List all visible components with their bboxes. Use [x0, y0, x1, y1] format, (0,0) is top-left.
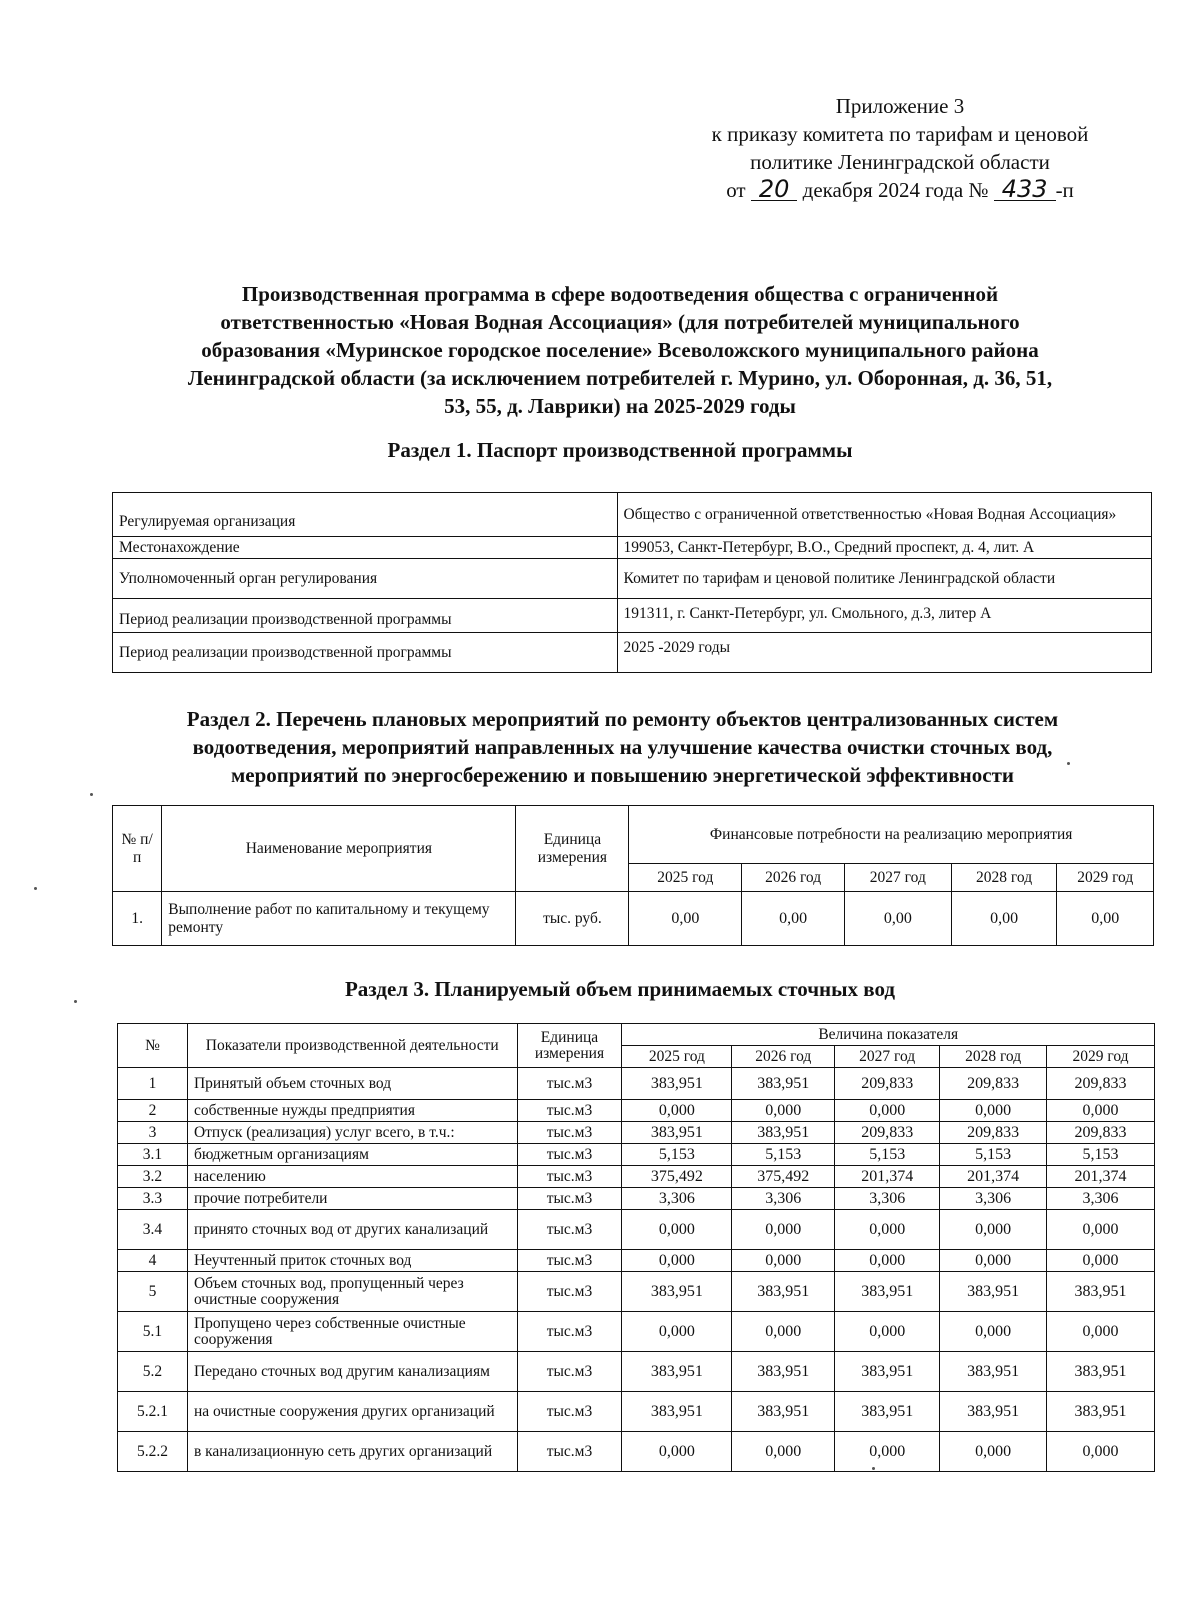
value-cell: 3,306 — [622, 1188, 732, 1210]
row-unit: тыс.м3 — [517, 1166, 622, 1188]
passport-value: 2025 -2029 годы — [617, 633, 1151, 673]
year-header: 2027 год — [835, 1046, 940, 1068]
table-row — [113, 559, 1152, 599]
year-header: 2026 год — [732, 1046, 835, 1068]
row-unit: тыс.м3 — [517, 1144, 622, 1166]
row-name: Выполнение работ по капитальному и текущему ремонту — [162, 892, 516, 946]
table-row — [118, 1432, 1155, 1472]
value-cell: 0,000 — [1047, 1250, 1155, 1272]
value-cell: 209,833 — [835, 1068, 940, 1100]
value-cell: 3,306 — [940, 1188, 1047, 1210]
value-cell: 383,951 — [732, 1068, 835, 1100]
table-header-row — [118, 1024, 1155, 1046]
table-row — [113, 537, 1152, 559]
table-row — [118, 1210, 1155, 1250]
col-header-value: Величина показателя — [622, 1024, 1155, 1046]
row-num: 1 — [118, 1068, 188, 1100]
value-cell: 5,153 — [732, 1144, 835, 1166]
value-cell: 209,833 — [940, 1068, 1047, 1100]
value-cell: 0,000 — [732, 1250, 835, 1272]
row-name: Пропущено через собственные очистные сооружения — [187, 1312, 517, 1352]
year-header: 2025 год — [622, 1046, 732, 1068]
value-cell: 0,00 — [742, 892, 845, 946]
row-name: населению — [187, 1166, 517, 1188]
passport-label: Местонахождение — [113, 537, 618, 559]
table-row — [113, 633, 1152, 673]
table-row — [118, 1352, 1155, 1392]
row-name: бюджетным организациям — [187, 1144, 517, 1166]
value-cell: 0,000 — [940, 1250, 1047, 1272]
value-cell: 375,492 — [732, 1166, 835, 1188]
passport-label: Период реализации производственной программы — [113, 633, 618, 673]
passport-label: Уполномоченный орган регулирования — [113, 559, 618, 599]
value-cell: 0,000 — [622, 1312, 732, 1352]
value-cell: 383,951 — [1047, 1352, 1155, 1392]
value-cell: 0,00 — [951, 892, 1057, 946]
scan-speck — [74, 1000, 77, 1003]
row-num: 5 — [118, 1272, 188, 1312]
appendix-line-2: к приказу комитета по тарифам и ценовой — [711, 122, 1089, 146]
value-cell: 5,153 — [835, 1144, 940, 1166]
value-cell: 201,374 — [1047, 1166, 1155, 1188]
value-cell: 5,153 — [940, 1144, 1047, 1166]
title-line-5: 53, 55, д. Лаврики) на 2025-2029 годы — [444, 394, 796, 418]
value-cell: 383,951 — [835, 1272, 940, 1312]
title-line-4: Ленинградской области (за исключением потребителей г. Мурино, ул. Оборонная, д. 36, 51, — [187, 366, 1053, 390]
table-row — [113, 493, 1152, 537]
section1-title: Раздел 1. Паспорт производственной программы — [387, 438, 853, 462]
value-cell: 0,000 — [622, 1210, 732, 1250]
value-cell: 0,00 — [1057, 892, 1154, 946]
row-unit: тыс.м3 — [517, 1392, 622, 1432]
value-cell: 3,306 — [835, 1188, 940, 1210]
col-header-finance: Финансовые потребности на реализацию мероприятия — [629, 806, 1154, 864]
year-header: 2025 год — [629, 864, 742, 892]
value-cell: 383,951 — [835, 1392, 940, 1432]
scan-speck — [1067, 762, 1070, 765]
passport-table — [112, 492, 1152, 673]
value-cell: 383,951 — [622, 1272, 732, 1312]
row-unit: тыс.м3 — [517, 1100, 622, 1122]
wastewater-volume-table — [117, 1023, 1155, 1472]
value-cell: 3,306 — [732, 1188, 835, 1210]
col-header-name: Наименование мероприятия — [162, 806, 516, 892]
year-header: 2029 год — [1047, 1046, 1155, 1068]
col-header-indicator: Показатели производственной деятельности — [187, 1024, 517, 1068]
row-unit: тыс.м3 — [517, 1272, 622, 1312]
value-cell: 0,000 — [835, 1100, 940, 1122]
row-num: 3 — [118, 1122, 188, 1144]
value-cell: 3,306 — [1047, 1188, 1155, 1210]
value-cell: 209,833 — [1047, 1068, 1155, 1100]
appendix-header — [640, 92, 1160, 204]
row-name: собственные нужды предприятия — [187, 1100, 517, 1122]
value-cell: 209,833 — [1047, 1122, 1155, 1144]
row-unit: тыс.м3 — [517, 1122, 622, 1144]
title-line-1: Производственная программа в сфере водоотведения общества с ограниченной — [241, 282, 999, 306]
row-num: 3.3 — [118, 1188, 188, 1210]
table-row — [118, 1250, 1155, 1272]
value-cell: 0,000 — [940, 1432, 1047, 1472]
value-cell: 383,951 — [622, 1068, 732, 1100]
value-cell: 383,951 — [940, 1392, 1047, 1432]
value-cell: 383,951 — [732, 1272, 835, 1312]
row-unit: тыс.м3 — [517, 1250, 622, 1272]
order-suffix: -п — [1055, 178, 1074, 202]
value-cell: 383,951 — [1047, 1272, 1155, 1312]
section3-title: Раздел 3. Планируемый объем принимаемых сточных вод — [344, 977, 896, 1001]
row-name: Передано сточных вод другим канализациям — [187, 1352, 517, 1392]
scan-speck — [90, 793, 93, 796]
value-cell: 383,951 — [1047, 1392, 1155, 1432]
passport-label: Регулируемая организация — [113, 493, 618, 537]
value-cell: 383,951 — [732, 1122, 835, 1144]
year-header: 2028 год — [951, 864, 1057, 892]
section2-title-line-3: мероприятий по энергосбережению и повышению энергетической эффективности — [230, 763, 1015, 787]
value-cell: 383,951 — [940, 1272, 1047, 1312]
title-line-2: ответственностью «Новая Водная Ассоциация» (для потребителей муниципального — [220, 310, 1020, 334]
year-header: 2027 год — [844, 864, 951, 892]
row-unit: тыс.м3 — [517, 1312, 622, 1352]
value-cell: 0,000 — [622, 1250, 732, 1272]
row-unit: тыс.м3 — [517, 1352, 622, 1392]
scan-speck — [34, 887, 37, 890]
date-middle: декабря 2024 года № — [802, 178, 989, 202]
table-row — [118, 1122, 1155, 1144]
value-cell: 201,374 — [940, 1166, 1047, 1188]
row-name: в канализационную сеть других организаций — [187, 1432, 517, 1472]
table-row — [118, 1166, 1155, 1188]
value-cell: 383,951 — [940, 1352, 1047, 1392]
value-cell: 0,000 — [1047, 1312, 1155, 1352]
row-num: 5.2.2 — [118, 1432, 188, 1472]
row-unit: тыс. руб. — [516, 892, 629, 946]
section2-title-line-2: водоотведения, мероприятий направленных на улучшение качества очистки сточных вод, — [192, 735, 1053, 759]
value-cell: 0,000 — [940, 1312, 1047, 1352]
section2-title-line-1: Раздел 2. Перечень плановых мероприятий по ремонту объектов централизованных систем — [186, 707, 1059, 731]
col-header-num: № п/п — [113, 806, 162, 892]
table-row — [118, 1100, 1155, 1122]
row-name: прочие потребители — [187, 1188, 517, 1210]
value-cell: 383,951 — [622, 1122, 732, 1144]
table-row — [118, 1392, 1155, 1432]
table-row — [118, 1272, 1155, 1312]
col-header-num: № — [118, 1024, 188, 1068]
table-row — [118, 1188, 1155, 1210]
date-prefix: от — [726, 178, 746, 202]
value-cell: 0,000 — [622, 1432, 732, 1472]
row-unit: тыс.м3 — [517, 1210, 622, 1250]
passport-value: 199053, Санкт-Петербург, В.О., Средний проспект, д. 4, лит. А — [617, 537, 1151, 559]
value-cell: 0,000 — [835, 1432, 940, 1472]
value-cell: 0,000 — [1047, 1210, 1155, 1250]
appendix-line-3: политике Ленинградской области — [750, 150, 1050, 174]
scan-speck — [872, 1467, 875, 1470]
value-cell: 0,000 — [732, 1432, 835, 1472]
value-cell: 0,00 — [844, 892, 951, 946]
col-header-unit: Единица измерения — [516, 806, 629, 892]
value-cell: 0,000 — [1047, 1100, 1155, 1122]
value-cell: 383,951 — [732, 1392, 835, 1432]
row-name: Принятый объем сточных вод — [187, 1068, 517, 1100]
table-row — [118, 1144, 1155, 1166]
activities-table — [112, 805, 1154, 946]
value-cell: 0,00 — [629, 892, 742, 946]
row-num: 3.1 — [118, 1144, 188, 1166]
passport-value: Комитет по тарифам и ценовой политике Ленинградской области — [617, 559, 1151, 599]
table-row — [113, 892, 1154, 946]
passport-label: Период реализации производственной программы — [113, 599, 618, 633]
value-cell: 0,000 — [622, 1100, 732, 1122]
value-cell: 383,951 — [835, 1352, 940, 1392]
value-cell: 0,000 — [1047, 1432, 1155, 1472]
value-cell: 0,000 — [732, 1100, 835, 1122]
value-cell: 0,000 — [732, 1210, 835, 1250]
value-cell: 209,833 — [940, 1122, 1047, 1144]
handwritten-order-number: 433 — [994, 178, 1056, 201]
value-cell: 0,000 — [940, 1210, 1047, 1250]
table-row — [118, 1312, 1155, 1352]
value-cell: 0,000 — [732, 1312, 835, 1352]
handwritten-day: 20 — [751, 178, 798, 201]
row-num: 2 — [118, 1100, 188, 1122]
appendix-line-4 — [640, 176, 1160, 204]
year-header: 2026 год — [742, 864, 845, 892]
row-name: Объем сточных вод, пропущенный через очистные сооружения — [187, 1272, 517, 1312]
value-cell: 383,951 — [622, 1352, 732, 1392]
row-num: 3.2 — [118, 1166, 188, 1188]
value-cell: 5,153 — [622, 1144, 732, 1166]
document-title — [110, 280, 1130, 420]
table-header-row — [113, 806, 1154, 864]
row-num: 4 — [118, 1250, 188, 1272]
value-cell: 0,000 — [835, 1250, 940, 1272]
value-cell: 0,000 — [835, 1312, 940, 1352]
row-name: Неучтенный приток сточных вод — [187, 1250, 517, 1272]
row-num: 5.2.1 — [118, 1392, 188, 1432]
row-num: 5.1 — [118, 1312, 188, 1352]
appendix-line-1: Приложение 3 — [835, 94, 965, 118]
row-unit: тыс.м3 — [517, 1068, 622, 1100]
row-num: 3.4 — [118, 1210, 188, 1250]
section2-title — [105, 705, 1140, 789]
value-cell: 201,374 — [835, 1166, 940, 1188]
value-cell: 375,492 — [622, 1166, 732, 1188]
table-row — [118, 1068, 1155, 1100]
title-line-3: образования «Муринское городское поселение» Всеволожского муниципального района — [201, 338, 1039, 362]
col-header-unit: Единица измерения — [517, 1024, 622, 1068]
value-cell: 209,833 — [835, 1122, 940, 1144]
row-unit: тыс.м3 — [517, 1188, 622, 1210]
value-cell: 383,951 — [732, 1352, 835, 1392]
passport-value: Общество с ограниченной ответственностью «Новая Водная Ассоциация» — [617, 493, 1151, 537]
row-num: 5.2 — [118, 1352, 188, 1392]
year-header: 2029 год — [1057, 864, 1154, 892]
value-cell: 0,000 — [940, 1100, 1047, 1122]
row-name: на очистные сооружения других организаций — [187, 1392, 517, 1432]
value-cell: 0,000 — [835, 1210, 940, 1250]
table-row — [113, 599, 1152, 633]
value-cell: 383,951 — [622, 1392, 732, 1432]
row-name: принято сточных вод от других канализаций — [187, 1210, 517, 1250]
value-cell: 5,153 — [1047, 1144, 1155, 1166]
row-name: Отпуск (реализация) услуг всего, в т.ч.: — [187, 1122, 517, 1144]
passport-value: 191311, г. Санкт-Петербург, ул. Смольного, д.3, литер А — [617, 599, 1151, 633]
year-header: 2028 год — [940, 1046, 1047, 1068]
row-unit: тыс.м3 — [517, 1432, 622, 1472]
row-num: 1. — [113, 892, 162, 946]
